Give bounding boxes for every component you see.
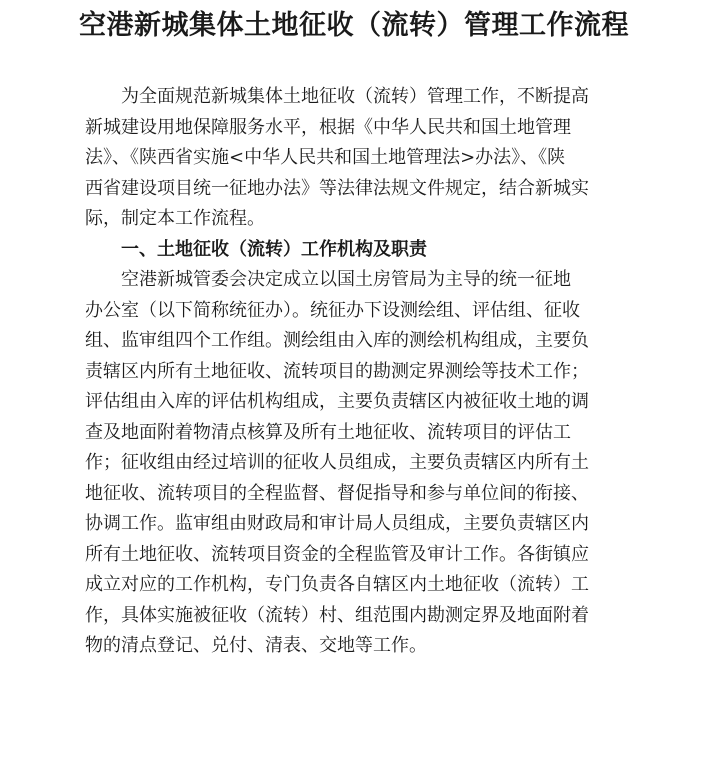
document-body <box>85 82 625 662</box>
section-1-heading: 一、土地征收（流转）工作机构及职责 <box>121 238 427 260</box>
intro-paragraph: 为全面规范新城集体土地征收（流转）管理工作，不断提高 新城建设用地保障服务水平，根据《中华人民共和国土地管理 法》、《陕西省实施<中华人民共和国土地管理法>办法》、《陕 西省建设项目统一征地办法》等法律法规文件规定，结合新城实 际，制定本工作流程。 <box>85 86 589 229</box>
document-title: 空港新城集体土地征收（流转）管理工作流程 <box>79 10 629 41</box>
section-1-paragraph: 空港新城管委会决定成立以国土房管局为主导的统一征地 办公室（以下简称统征办）。统征办下设测绘组、评估组、征收 组、监审组四个工作组。测绘组由入库的测绘机构组成，主要负 责辖区内所有土地征收、流转项目的勘测定界测绘等技术工作； 评估组由入库的评估机构组成，主要负责辖区内被征收土地的调 查及地面附着物清点核算及所有土地征收、流转项目的评估工 作；征收组由经过培训的征收人员组成，主要负责辖区内所有土 地征收、流转项目的全程监督、督促指导和参与单位间的衔接、 协调工作。监审组由财政局和审计局人员组成，主要负责辖区内 所有土地征收、流转项目资金的全程监管及审计工作。各街镇应 成立对应的工作机构，专门负责各自辖区内土地征收（流转）工 作，具体实施被征收（流转）村、组范围内勘测定界及地面附着 物的清点登记、兑付、清表、交地等工作。 <box>85 269 589 656</box>
